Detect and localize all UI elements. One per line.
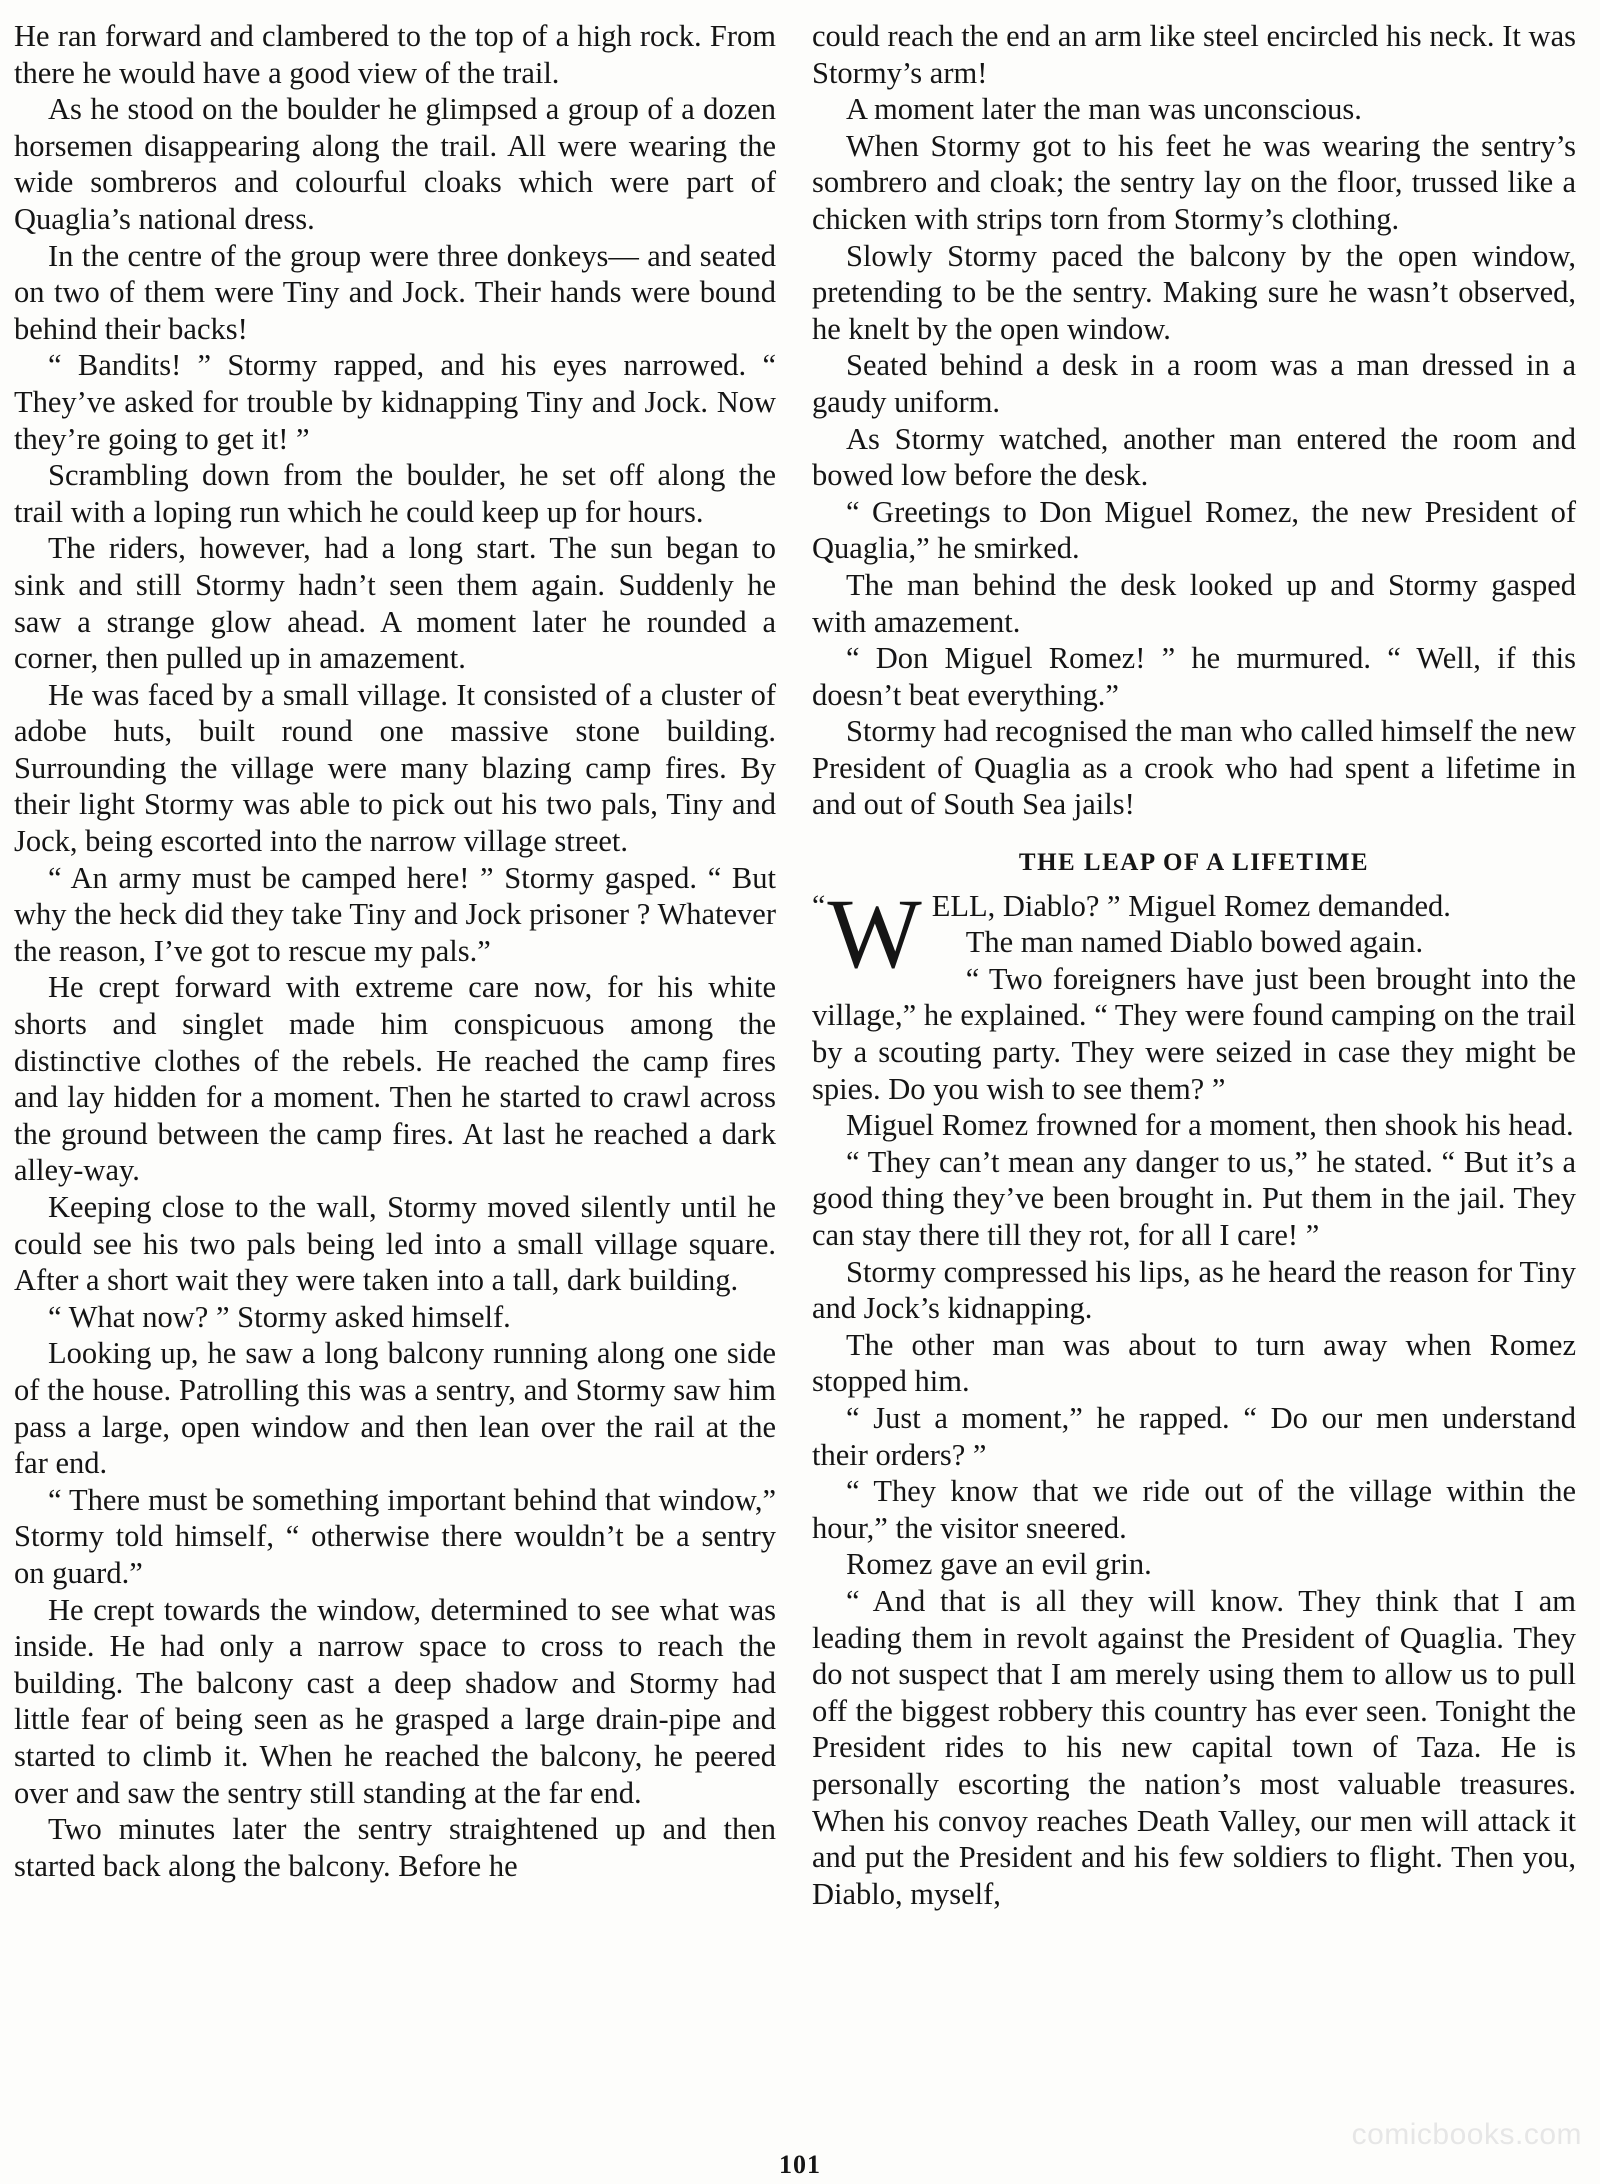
paragraph: Keeping close to the wall, Stormy moved silently until he could see his two pals being led into a small village square. After a short wait they were taken into a tall, dark building. — [14, 1190, 776, 1298]
paragraph: Stormy had recognised the man who called himself the new President of Quaglia as a crook who had spent a lifetime in and out of South Sea jails! — [812, 714, 1576, 822]
paragraph: A moment later the man was unconscious. — [846, 92, 1362, 127]
paragraph: The riders, however, had a long start. The sun began to sink and still Stormy hadn’t seen them again. Suddenly he saw a strange glow ahead. A moment later he rounded a corner, then pulled up in amazement. — [14, 531, 776, 676]
paragraph: Looking up, he saw a long balcony running along one side of the house. Patrolling this was a sentry, and Stormy saw him pass a large, open window and then lean over the rail at the far end. — [14, 1336, 776, 1481]
paragraph: “ And that is all they will know. They think that I am leading them in revolt against the President of Quaglia. They do not suspect that I am merely using them to allow us to pull off the biggest robbery this country has ever seen. Tonight the President rides to his new capital town of Taza. He is personally escorting the nation’s most valuable treasures. When his convoy reaches Death Valley, our men will attack it and put the President and his few soldiers to flight. Then you, Diablo, myself, — [812, 1583, 1576, 1911]
paragraph: Romez gave an evil grin. — [846, 1547, 1152, 1582]
paragraph: Scrambling down from the boulder, he set off along the trail with a loping run which he could keep up for hours. — [14, 458, 776, 529]
paragraph: He ran forward and clambered to the top of a high rock. From there he would have a good view of the trail. — [14, 19, 776, 90]
paragraph: “ Bandits! ” Stormy rapped, and his eyes narrowed. “ They’ve asked for trouble by kidnapping Tiny and Jock. Now they’re going to get it! ” — [14, 348, 776, 456]
paragraph: Seated behind a desk in a room was a man dressed in a gaudy uniform. — [812, 348, 1576, 419]
left-column — [14, 18, 776, 1884]
paragraph: “ They can’t mean any danger to us,” he stated. “ But it’s a good thing they’ve been brought in. Put them in the jail. They can stay there till they rot, for all I care! ” — [812, 1144, 1576, 1252]
paragraph: The other man was about to turn away when Romez stopped him. — [812, 1327, 1576, 1399]
paragraph: could reach the end an arm like steel encircled his neck. It was Stormy’s arm! — [812, 19, 1576, 90]
paragraph: As Stormy watched, another man entered the room and bowed low before the desk. — [812, 421, 1576, 493]
paragraph: “ They know that we ride out of the village within the hour,” the visitor sneered. — [812, 1474, 1576, 1545]
right-column — [812, 18, 1576, 1912]
paragraph: Slowly Stormy paced the balcony by the open window, pretending to be the sentry. Making sure he wasn’t observed, he knelt by the open window. — [812, 238, 1576, 346]
paragraph: The man named Diablo bowed again. — [965, 925, 1424, 960]
paragraph: In the centre of the group were three donkeys— and seated on two of them were Tiny and Jock. Their hands were bound behind their backs! — [14, 238, 776, 346]
dropcap-open-quote: “ — [812, 888, 826, 922]
page-number: 101 — [779, 2150, 821, 2179]
paragraph: He crept forward with extreme care now, for his white shorts and singlet made him conspicuous among the distinctive clothes of the rebels. He reached the camp fires and lay hidden for a moment. Then he started to crawl across the ground between the camp fires. At last he reached a dark alley-way. — [14, 970, 776, 1188]
paragraph: He crept towards the window, determined to see what was inside. He had only a narrow space to cross to reach the building. The balcony cast a deep shadow and Stormy had little fear of being seen as he grasped a large drain-pipe and started to climb it. When he reached the balcony, he peered over and saw the sentry still standing at the far end. — [14, 1592, 776, 1810]
paragraph: “ Just a moment,” he rapped. “ Do our men understand their orders? ” — [812, 1400, 1576, 1472]
paragraph: Two minutes later the sentry straightened up and then started back along the balcony. Before he — [14, 1812, 776, 1883]
paragraph: “ Greetings to Don Miguel Romez, the new President of Quaglia,” he smirked. — [812, 494, 1576, 566]
paragraph: “ Don Miguel Romez! ” he murmured. “ Well, if this doesn’t beat everything.” — [812, 641, 1576, 712]
watermark: comicbooks.com — [1351, 2118, 1582, 2151]
paragraph: “ There must be something important behind that window,” Stormy told himself, “ otherwise there wouldn’t be a sentry on guard.” — [14, 1482, 776, 1590]
section-heading: THE LEAP OF A LIFETIME — [1018, 849, 1370, 877]
paragraph: Stormy compressed his lips, as he heard the reason for Tiny and Jock’s kidnapping. — [812, 1254, 1576, 1326]
paragraph: The man behind the desk looked up and Stormy gasped with amazement. — [812, 567, 1576, 639]
dropcap-rest: ELL, Diablo? ” Miguel Romez demanded. — [931, 888, 1451, 923]
paragraph: As he stood on the boulder he glimpsed a group of a dozen horsemen disappearing along the trail. All were wearing the wide sombreros and colourful cloaks which were part of Quaglia’s national dress. — [14, 92, 776, 236]
paragraph: Miguel Romez frowned for a moment, then shook his head. — [846, 1108, 1574, 1143]
paragraph: “ An army must be camped here! ” Stormy gasped. “ But why the heck did they take Tiny and Jock prisoner ? Whatever the reason, I’ve got to rescue my pals.” — [14, 860, 776, 968]
paragraph: “ Two foreigners have just been brought into the village,” he explained. “ They were found camping on the trail by a scouting party. They were seized in case they might be spies. Do you wish to see them? ” — [812, 961, 1576, 1106]
paragraph: When Stormy got to his feet he was wearing the sentry’s sombrero and cloak; the sentry lay on the floor, trussed like a chicken with strips torn from Stormy’s clothing. — [812, 128, 1576, 236]
paragraph: He was faced by a small village. It consisted of a cluster of adobe huts, built round one massive stone building. Surrounding the village were many blazing camp fires. By their light Stormy was able to pick out his two pals, Tiny and Jock, being escorted into the narrow village street. — [14, 677, 776, 859]
dropcap-letter: W — [827, 877, 922, 989]
paragraph: “ What now? ” Stormy asked himself. — [48, 1299, 511, 1334]
